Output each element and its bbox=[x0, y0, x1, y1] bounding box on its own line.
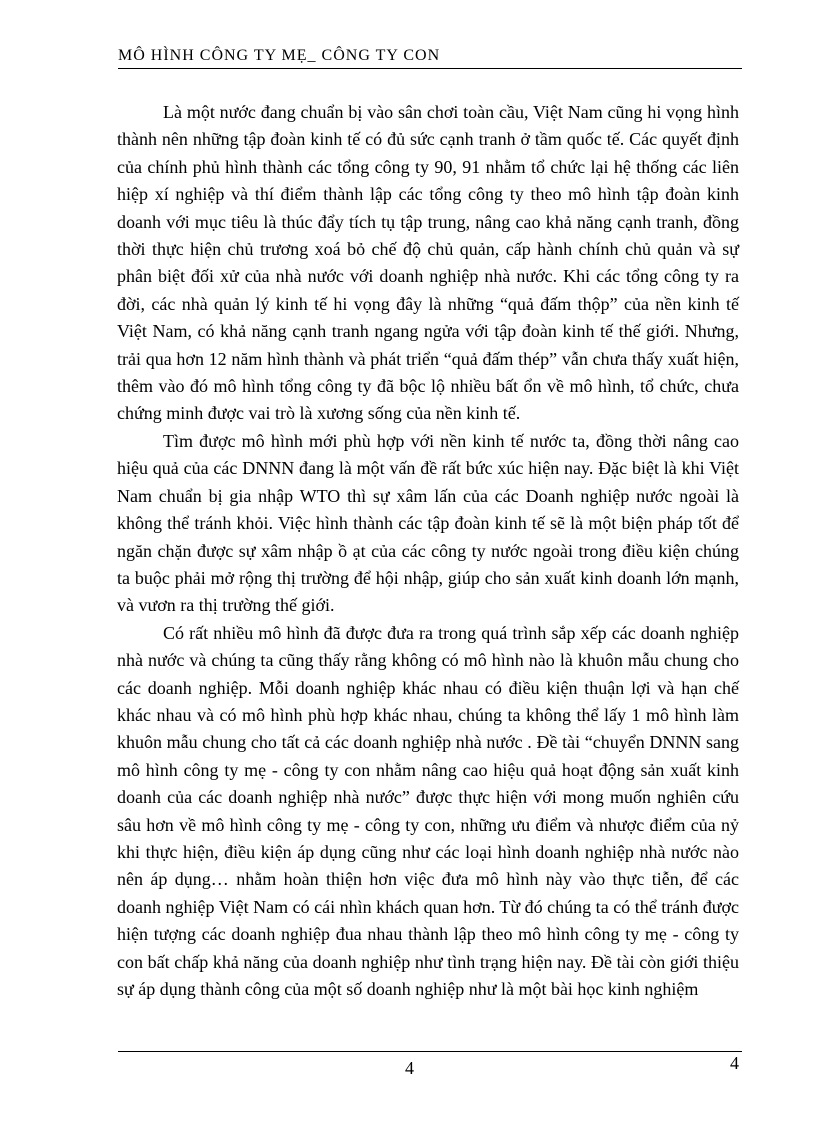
paragraph-3: Có rất nhiều mô hình đã được đưa ra trong quá trình sắp xếp các doanh nghiệp nhà nước và chúng ta cũng thấy rằng không có mô hình nào là khuôn mẫu chung cho các doanh nghiệp. Mỗi doanh nghiệp khác nhau có điều kiện thuận lợi và hạn chế khác nhau và có mô hình phù hợp khác nhau, chúng ta không thể lấy 1 mô hình làm khuôn mẫu chung cho tất cả các doanh nghiệp nhà nước . Đề tài “chuyển DNNN sang mô hình công ty mẹ - công ty con nhằm nâng cao hiệu quả hoạt động sản xuất kinh doanh của các doanh nghiệp nhà nước” được thực hiện với mong muốn nghiên cứu sâu hơn về mô hình công ty mẹ - công ty con, những ưu điểm và nhược điểm của nỷ khi thực hiện, điều kiện áp dụng cũng như các loại hình doanh nghiệp nhà nước nào nên áp dụng… nhằm hoàn thiện hơn việc đưa mô hình này vào thực tiễn, để các doanh nghiệp Việt Nam có cái nhìn khách quan hơn. Từ đó chúng ta có thể tránh được hiện tượng các doanh nghiệp đua nhau thành lập theo mô hình công ty mẹ - công ty con bất chấp khả năng của doanh nghiệp như tình trạng hiện nay. Đề tài còn giới thiệu sự áp dụng thành công của một số doanh nghiệp như là một bài học kinh nghiệm bbox=[117, 622, 739, 999]
footer-divider bbox=[118, 1051, 742, 1052]
page-number-right: 4 bbox=[730, 1053, 739, 1073]
page-number-center: 4 bbox=[405, 1058, 414, 1078]
paragraph-2: Tìm được mô hình mới phù hợp với nền kinh tế nước ta, đồng thời nâng cao hiệu quả của các DNNN đang là một vấn đề rất bức xúc hiện nay. Đặc biệt là khi Việt Nam chuẩn bị gia nhập WTO thì sự xâm lấn của các Doanh nghiệp nước ngoài là không thể tránh khỏi. Việc hình thành các tập đoàn kinh tế sẽ là một biện pháp tốt để ngăn chặn được sự xâm nhập ồ ạt của các công ty nước ngoài trong điều kiện chúng ta buộc phải mở rộng thị trường để hội nhập, giúp cho sản xuất kinh doanh lớn mạnh, và vươn ra thị trường thế giới. bbox=[117, 430, 739, 616]
document-body bbox=[117, 99, 739, 1003]
page-header bbox=[118, 44, 742, 69]
header-title: MÔ HÌNH CÔNG TY MẸ_ CÔNG TY CON bbox=[118, 47, 441, 64]
paragraph-1: Là một nước đang chuẩn bị vào sân chơi toàn cầu, Việt Nam cũng hi vọng hình thành nên những tập đoàn kinh tế có đủ sức cạnh tranh ở tầm quốc tế. Các quyết định của chính phủ hình thành các tổng công ty 90, 91 nhằm tổ chức lại hệ thống các liên hiệp xí nghiệp và thí điểm thành lập các tổng công ty theo mô hình tập đoàn kinh doanh với mục tiêu là thúc đẩy tích tụ tập trung, nâng cao khả năng cạnh tranh, đồng thời thực hiện chủ trương xoá bỏ chế độ chủ quản, cấp hành chính chủ quản và sự phân biệt đối xử của nhà nước với doanh nghiệp nhà nước. Khi các tổng công ty ra đời, các nhà quản lý kinh tế hi vọng đây là những “quả đấm thộp” của nền kinh tế Việt Nam, có khả năng cạnh tranh ngang ngửa với tập đoàn kinh tế thế giới. Nhưng, trải qua hơn 12 năm hình thành và phát triển “quả đấm thép” vẫn chưa thấy xuất hiện, thêm vào đó mô hình tổng công ty đã bộc lộ nhiều bất ổn về mô hình, tổ chức, chưa chứng minh được vai trò là xương sống của nền kinh tế. bbox=[117, 102, 739, 424]
